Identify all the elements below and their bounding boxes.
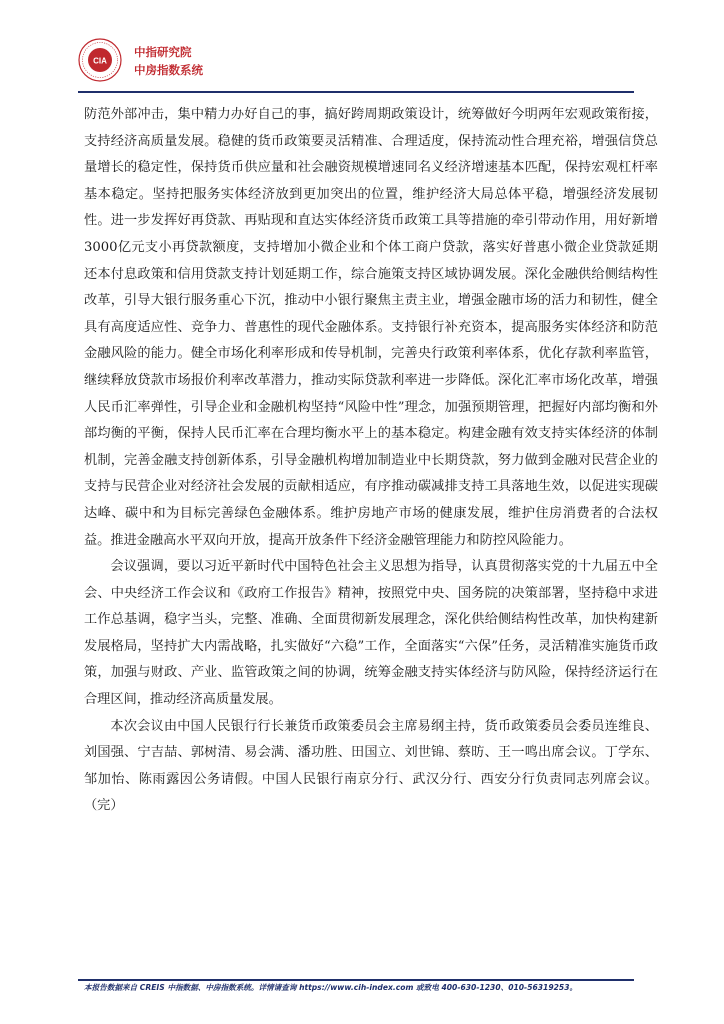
page-header	[0, 0, 724, 100]
footer-divider	[78, 979, 634, 981]
document-body	[84, 102, 658, 820]
body-paragraph-2: 会议强调，要以习近平新时代中国特色社会主义思想为指导，认真贯彻落实党的十九届五中全会、中央经济工作会议和《政府工作报告》精神，按照党中央、国务院的决策部署，坚持稳中求进工作总基调，稳字当头，完整、准确、全面贯彻新发展理念，深化供给侧结构性改革，加快构建新发展格局，坚持扩大内需战略，扎实做好“六稳”工作，全面落实“六保”任务，灵活精准实施货币政策，加强与财政、产业、监管政策之间的协调，统筹金融支持实体经济与防风险，保持经济运行在合理区间，推动经济高质量发展。	[84, 559, 658, 708]
svg-text:CIA: CIA	[93, 56, 107, 66]
body-paragraph-1: 防范外部冲击，集中精力办好自己的事，搞好跨周期政策设计，统筹做好今明两年宏观政策衔接，支持经济高质量发展。稳健的货币政策要灵活精准、合理适度，保持流动性合理充裕，增强信贷总量增长的稳定性，保持货币供应量和社会融资规模增速同名义经济增速基本匹配，保持宏观杠杆率基本稳定。坚持把服务实体经济放到更加突出的位置，维护经济大局总体平稳，增强经济发展韧性。进一步发挥好再贷款、再贴现和直达实体经济货币政策工具等措施的牵引带动作用，用好新增3000亿元支小再贷款额度，支持增加小微企业和个体工商户贷款，落实好普惠小微企业贷款延期还本付息政策和信用贷款支持计划延期工作，综合施策支持区域协调发展。深化金融供给侧结构性改革，引导大银行服务重心下沉，推动中小银行聚焦主责主业，增强金融市场的活力和韧性，健全具有高度适应性、竞争力、普惠性的现代金融体系。支持银行补充资本，提高服务实体经济和防范金融风险的能力。健全市场化利率形成和传导机制，完善央行政策利率体系，优化存款利率监管，继续释放贷款市场报价利率改革潜力，推动实际贷款利率进一步降低。深化汇率市场化改革，增强人民币汇率弹性，引导企业和金融机构坚持“风险中性”理念，加强预期管理，把握好内部均衡和外部均衡的平衡，保持人民币汇率在合理均衡水平上的基本稳定。构建金融有效支持实体经济的体制机制，完善金融支持创新体系，引导金融机构增加制造业中长期贷款，努力做到金融对民营企业的支持与民营企业对经济社会发展的贡献相适应，有序推动碳减排支持工具落地生效，以促进实现碳达峰、碳中和为目标完善绿色金融体系。维护房地产市场的健康发展，维护住房消费者的合法权益。推进金融高水平双向开放，提高开放条件下经济金融管理能力和防控风险能力。	[84, 107, 658, 548]
brand-name	[134, 43, 203, 79]
header-divider	[78, 91, 634, 93]
body-paragraph-3: 本次会议由中国人民银行行长兼货币政策委员会主席易纲主持，货币政策委员会委员连维良、刘国强、宁吉喆、郭树清、易会满、潘功胜、田国立、刘世锦、蔡昉、王一鸣出席会议。丁学东、邹加怡、陈雨露因公务请假。中国人民银行南京分行、武汉分行、西安分行负责同志列席会议。（完）	[84, 718, 658, 814]
brand-line-1: 中指研究院	[134, 45, 192, 59]
brand-line-2: 中房指数系统	[134, 63, 203, 77]
institute-logo-icon	[78, 38, 122, 82]
footer-source-note: 本报告数据来自 CREIS 中指数据、中房指数系统。详情请查询 https://www.cih-index.com 或致电 400-630-1230、010-56319253。	[84, 983, 578, 992]
